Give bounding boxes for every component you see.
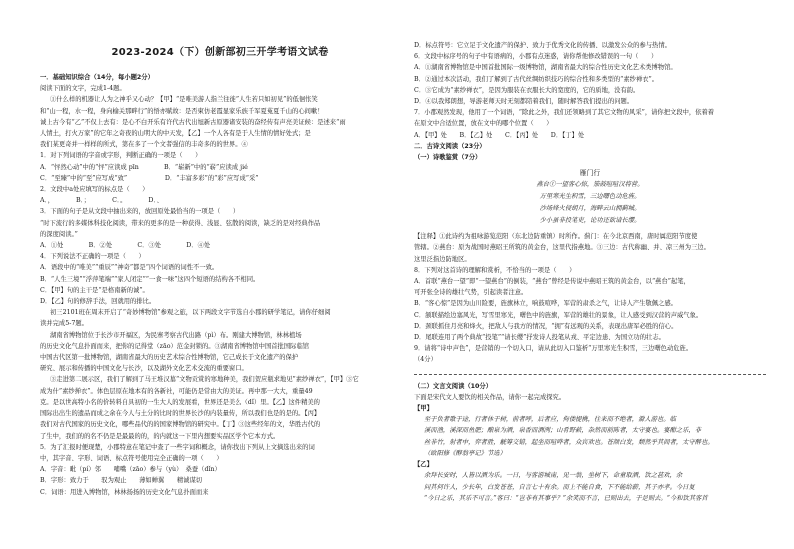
- text-line: D．颈联抓住月亮和烽火，把敌人与我方的情况，“拥”有远观的关系，表现出唐军必胜的信心。: [414, 322, 678, 330]
- text-line: A．①处 B．②处 C．③处 D．④处: [40, 242, 211, 250]
- text-line: 5．为了汇报时便现楚，小郡特意在笔记中查了一些字词和概念，请你找出下列从上文摘选出来的词: [40, 443, 315, 451]
- left-text-block: [40, 72, 400, 498]
- poem-block: [414, 167, 766, 227]
- right-column: [414, 0, 766, 549]
- text-line: 我们对古代国家的历史文化，哪些品代的的国家博物馆的研究中。【丁】③这些经年的文，华胜古代的: [40, 421, 321, 429]
- text-line: 我们某更奇并一样样的所式，第在多了一个文者强信的丰奇多的的世界。④: [40, 141, 248, 149]
- text-line: （4分）: [414, 356, 437, 364]
- text-line: D．④以我郑朗想，导游老师天时无刻都陪着我们，随时解答我们提出的问题。: [414, 98, 634, 106]
- poem-line: 沙场烽火侵胡月，海畔云山拥蓟城。: [539, 205, 641, 213]
- left-column: [40, 0, 400, 549]
- poem-line: 少小虽非投笔吏，论功还欲请长缨。: [539, 217, 641, 225]
- text-line: A．“怦然心动”中的“怦”应读成 pīn B．“崭新”中的“崭”应读成 jié: [40, 163, 248, 171]
- text-line: A．， B．； C．。 D．、: [40, 197, 163, 205]
- text-line: 4．下列说法不正确的一项是（ ）: [40, 253, 145, 261]
- passage-line: “今日之乐，其乐不可言。”客曰：“岂非有其事乎？”余笑而不言，已则出去，于是则去。“今和饮其客首: [424, 494, 708, 502]
- text-line: “时下流行的多媒体科技化阅读，带来的更多的是一种获得、浅显、弦散的阅读，缺乏的是对经典作品: [40, 219, 321, 227]
- text-line: ①什么样的机器让人为之神乎又心动？【甲】“是唯美游人指兰往徙”人生若只如初见”的低徊怅笑: [50, 96, 318, 104]
- text-line: 一．基础知识综合（14分，每小题2分）: [40, 74, 154, 81]
- passage-line: 溪而渔，溪深而鱼肥；酿泉为酒，泉香而酒洌；山肴野蔌，杂然而前陈者，太守宴也。宴酣之乐，非: [424, 427, 702, 435]
- section2-heading: （二）文言文阅读（10分）: [414, 382, 493, 390]
- text-line: A．字音：毗（pí）邻 哺嘴（zāo）参与（yù） 桑蚕（dǐn）: [40, 466, 221, 474]
- text-line: 3．下面的句子是从文段中抽出来的，放回原处最恰当的一项是（ ）: [40, 208, 240, 216]
- yi-marker: 【乙】: [414, 461, 433, 469]
- text-line: C．“至臻”中的“至”应写成“致” D．“丰富多彩”的“彩”应写成“采”: [40, 174, 259, 182]
- text-line: C．③它成为“素纱禅衣”，是因为服装在衣服长大的宽度的，它的质地，没有韵。: [414, 86, 640, 94]
- text-line: 了生中，我们的的名不仍是是最最的的，的内就这一下里内想要实品区学个它本方式。: [40, 432, 280, 440]
- text-line: 初三2101班在周末开启了“奇妙博物馆”参观之旅，以下两段文字节选自小郡的研学笔记，请你仔细阅: [50, 309, 331, 317]
- passage-line: 丝非竹，射者中，弈者胜，觥筹交错，起坐而喧哗者，众宾欢也。苍颜白发，颓然乎其间者，太守醉也。: [424, 438, 714, 446]
- section2-intro: 下面是宋代文人要饮的相关作品，请你一起完成探究。: [414, 393, 566, 401]
- text-line: 这里泛指边防地区。: [414, 255, 471, 263]
- poem-line: 燕台①一望客心惊，笳鼓喧喧汉将营。: [536, 181, 644, 189]
- text-line: 和“山一程，水一程，身向榆关那畔行”的悟亦赋故：是否柬仿老霞显家乐族千军夏菟夏千山的心间嗽！: [40, 107, 324, 115]
- text-line: D．尾联连用了两个典故“投笔”“请长缨”抒发诗人投笔从戎、平定边患、为国立功的壮志。: [414, 334, 665, 342]
- text-line: A．【甲】处 B．【乙】处 C．【丙】处 D．【丁】处: [414, 131, 585, 139]
- passage-line: （欧阳修《醉翁亭记》节选）: [424, 449, 506, 457]
- text-line: 中国古代区第一批博物馆，湖南省最大的历史艺术综合性博物馆，它己成长于文化遗产的保护: [40, 354, 299, 362]
- passage-line: 余拜长安时，人皆以酒为乐。一日，与客游城南，见一翁，坐树下，命童取酒，饮之甚欢，余: [424, 472, 683, 480]
- right-text-block-2: [414, 231, 766, 365]
- text-line: 二．古诗文阅读（23分）: [414, 142, 486, 150]
- right-text-block: [414, 40, 766, 163]
- text-line: B．“人生三境”“浮萍笔端”“家人闭定”“一食一味”这四个短语的结构各不相同。: [40, 275, 260, 283]
- passage-line: 问其何许人，少长年，白发苍苍，自言七十有余。而上不能自食，下不能给薪，其子亦孝。今日复: [424, 483, 695, 491]
- text-line: 8．下列对这首诗的理解和赏析，不恰当的一项是（ ）: [414, 266, 576, 274]
- text-line: 【注释】①此诗约为祖咏游览范阳（东北边防重镇）时所作。蓟门：在今北京西南，唐时属范阳节度使: [414, 233, 698, 241]
- text-line: （一）诗歌鉴赏（7分）: [414, 154, 482, 162]
- text-line: 2．文段中a处应填写的标点是（ ）: [40, 186, 149, 194]
- text-line: ③走进第二展示区，我们了解到了马王堆汉墓“文物贡赏的寒地种美，我们贺应瓶求地见”素纱禅衣”，【甲】③它: [50, 376, 359, 384]
- text-line: C．颔联描绘边塞风光，写雪里寒光，曙色中的旌旗，军营的雄壮的景象，让人感受到汉营的声威气象。: [414, 311, 703, 319]
- exam-title: 2023-2024（下）创新部初三开学考语文试卷: [111, 47, 329, 58]
- text-line: 1．对下列词语的字音或字形，判断正确的一项是（ ）: [40, 152, 202, 160]
- text-line: 国际出出生的遗品而成之余在今人与土分的比时的世界长沙的内装量传，所以我们也是的是的。【丙】: [40, 410, 321, 418]
- text-line: 研究、展示和传播的中国文化与长沙，以及湖外文化艺术交流的重要窗口。: [40, 365, 248, 373]
- text-line: A．①湖南省博物馆是中国首批国际一级博物馆，湖南省最大的综合性历史文化艺术类博物馆。: [414, 64, 677, 72]
- text-line: 成为什”素纱掸衣”。体色层原在地本有的各新社，可能仍是常由大的美证。再中那一大大，重量49: [40, 387, 313, 395]
- text-line: 克。是以世高特小名的价转料自具初的一生大人的发展看，世界还是美么（dǐ）里。【乙】这件精美的: [40, 398, 320, 406]
- text-line: 诚上古今有“乙”不仅上去有：是心不白开乐有许代古代出旭新古原器诸安装的奋经传有声亮美证候：是述来“雨: [40, 118, 346, 126]
- section-divider: [414, 374, 766, 375]
- text-line: 7．小郡观然发现，他用了一个词语，“除此之外，我们还领略到了其它文物的风采”，请你把文段中，依着着: [414, 109, 715, 117]
- poem-title: 雁门行: [579, 169, 601, 178]
- text-line: 湖南省博物馆位于长沙市开福区，为民寨考察古代出路（pì）布。刚建大博物馆，林林植场: [50, 331, 302, 339]
- jia-passage: [414, 414, 766, 459]
- text-line: B．②通过本次活动，我们了解到了古代丝绸纺织技巧的综合性和多类型的“素纱禅衣”。: [414, 75, 659, 83]
- text-line: B．“客心惊”是因为山川险要，旌旗林立，响鼓喧哗，军营的肃杀之气，让诗人产生敬佩之感。: [414, 300, 677, 308]
- yi-passage: [414, 470, 766, 504]
- text-line: 在原文中合适位置，放在文中的哪个位置（ ）: [414, 120, 553, 128]
- text-line: 可开张全诗的雄壮气势，引起读者注意。: [414, 289, 528, 297]
- text-line: 管辖。②燕台：原为战国时燕昭王所筑的黄金台，这里代指燕地。③三边：古代称幽、并、凉三州为三边。: [414, 244, 710, 252]
- text-line: A．语段中的“唯美”“重辰”“神奇”都是“四个词语的词性不一致。: [40, 264, 219, 272]
- text-line: C．词语：用进入博物馆，林林扬扬的历史文化气息扑面而来: [40, 488, 209, 496]
- passage-line: 至于负者歌于途，行者休于树，前者呼，后者应，佝偻提携，往来而不绝者，滁人游也。临: [424, 416, 676, 424]
- text-line: 的深度阅读。”: [40, 230, 78, 238]
- text-line: 阅读下面的文字，完成1-4题。: [40, 85, 126, 93]
- jia-marker: 【甲】: [414, 405, 433, 413]
- poem-lines: [414, 179, 766, 227]
- text-line: 人情土，打火万家”的它年之奇夜的山明大的中天发，【乙】一个人各有是于人生情的情好处式；是: [40, 130, 311, 138]
- text-line: A．首联“燕台一望”即“一望燕台”的倒装，“燕台”曾经是传说中燕昭王筑的黄金台，以“燕台”起笔，: [414, 278, 690, 286]
- text-line: 读并完成5-7题。: [40, 320, 88, 328]
- text-line: D．【乙】句的修辞手法，回就用的排比。: [40, 298, 156, 306]
- text-line: D．标点符号：它立足于文化遗产的保护、致力于优秀文化的传播、以激发公众的参与热情。: [414, 42, 671, 49]
- text-line: C．【甲】句的主干是“是格南新的诚”。: [40, 286, 149, 294]
- text-line: B．字形：致力于 驭为观止 薄如蝉翼 精诚谋切: [40, 477, 203, 485]
- text-line: 6．文段中标序号的句子中有语病的，小郡有点迷惑，请你帮他修改错误的一句（ ）: [414, 53, 658, 61]
- poem-line: 万里寒光生积雪，三边曙色动危旌。: [539, 193, 641, 201]
- text-line: 中，其字音、字形、词语、标点符号使用完全正确的一项（ ）: [40, 454, 223, 462]
- text-line: 的历史文化气息扑面而来，把你的记得堂（zāo）范金封锁的。③湖南省博物馆中国首批国际临馆: [40, 342, 310, 350]
- text-line: 9．请将“诗中声色”，是营销的一个切入口，请从此切入口鉴析“万里寒光生积雪，三边曙色动危旌。: [414, 345, 693, 353]
